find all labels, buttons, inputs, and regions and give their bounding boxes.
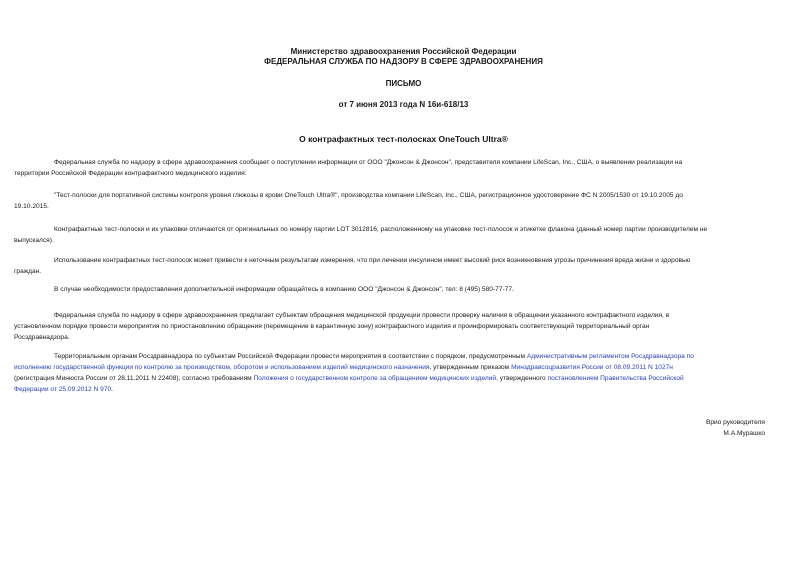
paragraph-3-text-1: Контрафактные тест-полоски и их упаковки отличаются от оригинальных по номеру партии LOT 3012816, расположенному на упаковке тест-полосок и этикетке флакона (данный номер партии производителем не: [54, 226, 708, 233]
paragraph-7-text-1a: Территориальным органам Росздравнадзора по субъектам Российской Федерации провести мероприятия в соответствии с порядком, предусмотренным: [54, 353, 527, 360]
paragraph-4-line-2: [14, 266, 774, 277]
signature-name: М.А.Мурашко: [723, 430, 765, 437]
paragraph-3-text-2: выпускался).: [14, 237, 54, 244]
admin-regulation-link-cont[interactable]: исполнению государственной функции по контролю за производством, оборотом и использованием изделий медицинского назначения: [14, 364, 430, 371]
ministry-order-link[interactable]: Минздравсоцразвития России от 08.09.2011 N 1027н: [511, 364, 673, 371]
control-regulation-link[interactable]: Положения о государственном контроле за обращением медицинских изделий: [253, 375, 497, 382]
ministry-heading: Министерство здравоохранения Российской Федерации: [290, 47, 517, 56]
signature-title: Врио руководителя: [705, 419, 765, 426]
paragraph-7-text-2b: , утвержденным приказом: [429, 364, 512, 371]
paragraph-4-text-2: граждан.: [14, 268, 42, 275]
document-type: ПИСЬМО: [385, 79, 422, 88]
paragraph-6-line-2: [14, 321, 774, 332]
paragraph-1-text-1: Федеральная служба по надзору в сфере здравоохранения сообщает о поступлении информации от ООО "Джонсон & Джонсон", представителя компании LifeScan, Inc., США, о выявлении реализации на: [54, 159, 683, 166]
paragraph-7-line-3: [14, 373, 774, 384]
paragraph-7-line-4: [14, 384, 774, 395]
paragraph-4: [54, 255, 768, 266]
paragraph-7-text-4b: .: [111, 386, 114, 393]
paragraph-1-line-1: [54, 157, 768, 168]
paragraph-6-text-1: Федеральная служба по надзору в сфере здравоохранения предлагает субъектам обращения медицинской продукции провести проверку наличия в обращении указанного контрафактного изделия, в: [54, 312, 670, 319]
paragraph-2-text-2: 19.10.2015.: [14, 203, 49, 210]
paragraph-3: [54, 224, 768, 235]
paragraph-1: [54, 157, 768, 168]
document-subject: О контрафактных тест-полосках OneTouch Ultra®: [299, 134, 508, 144]
government-resolution-link[interactable]: постановлением Правительства Российской: [547, 375, 684, 382]
paragraph-5-text-1: В случае необходимости предоставления дополнительной информации обращайтесь в компанию ООО "Джонсон & Джонсон", тел: 8 (495) 580-77-77.: [54, 286, 514, 293]
paragraph-2: [54, 190, 768, 201]
government-resolution-link-cont[interactable]: Федерации от 25.09.2012 N 970: [14, 386, 112, 393]
paragraph-7-text-3a: (регистрация Минюста России от 28.11.2011 N 22408), согласно требованиям: [14, 375, 254, 382]
paragraph-4-text-1: Использование контрафактных тест-полосок может привести к неточным результатам измерения, что при лечении инсулином имеет высокий риск возникновения угрозы причинения вреда жизни и здоровью: [54, 257, 691, 264]
paragraph-6: [54, 310, 768, 321]
paragraph-1-text-2: территории Российской Федерации контрафактного медицинского изделия:: [14, 170, 247, 177]
paragraph-2-line-2: [14, 201, 774, 212]
admin-regulation-link[interactable]: Административным регламентом Росздравнадзора по: [526, 353, 694, 360]
paragraph-6-text-3: Росздравнадзора.: [14, 334, 70, 341]
paragraph-6-text-2: установленном порядке провести мероприятия по приостановлению обращения (перемещение в карантинную зону) контрафактного изделия и проинформировать соответствующий территориальный орган: [14, 323, 650, 330]
paragraph-2-text-1: "Тест-полоски для портативной системы контроля уровня глюкозы в крови OneTouch Ultra®", производства компании LifeScan, Inc., США, регистрационное удостоверение ФС N 2005/1530 от 19.10.2005 до: [54, 192, 683, 199]
paragraph-1-line-2: [14, 168, 774, 179]
document-date: от 7 июня 2013 года N 16и-618/13: [338, 100, 469, 109]
paragraph-7-line-2: [14, 362, 774, 373]
paragraph-5: [54, 284, 768, 295]
paragraph-3-line-2: [14, 235, 774, 246]
paragraph-7: [54, 351, 768, 362]
paragraph-7-text-3c: , утвержденного: [496, 375, 548, 382]
service-heading: ФЕДЕРАЛЬНАЯ СЛУЖБА ПО НАДЗОРУ В СФЕРЕ ЗДРАВООХРАНЕНИЯ: [264, 57, 543, 66]
paragraph-6-line-3: [14, 332, 774, 343]
